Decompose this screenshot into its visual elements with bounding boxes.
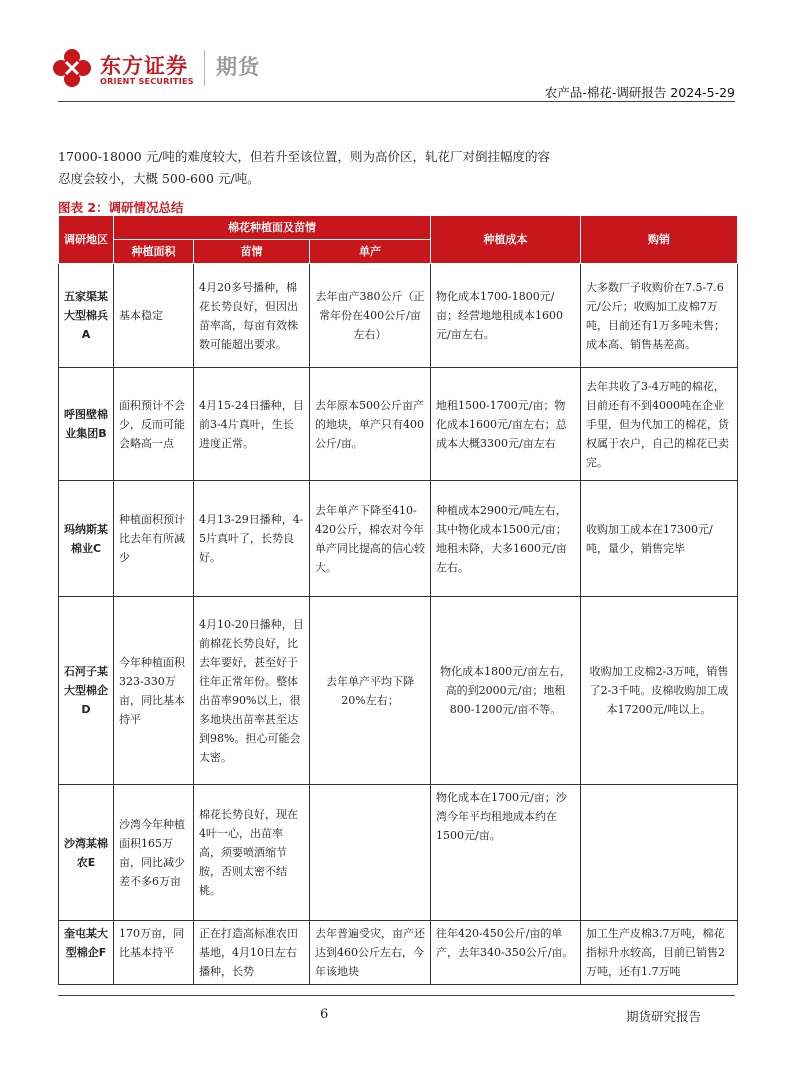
- cell-sales: 收购加工成本在17300元/吨，量少，销售完毕: [581, 481, 738, 597]
- logo-divider: [204, 50, 205, 86]
- cell-area: 沙湾今年种植面积165万亩，同比减少差不多6万亩: [114, 785, 194, 921]
- cell-yield: [310, 785, 431, 921]
- report-category-date: 农产品-棉花-调研报告 2024-5-29: [544, 85, 735, 100]
- cell-seedling: 4月13-29日播种，4-5片真叶了，长势良好。: [194, 481, 310, 597]
- cell-region: 奎屯某大型棉企F: [59, 921, 114, 985]
- cell-sales: 去年共收了3-4万吨的棉花，目前还有不到4000吨在企业手里，但为代加工的棉花，货权属于农户，自己的棉花已卖完。: [581, 368, 738, 481]
- intro-line-1: 17000-18000 元/吨的难度较大，但若升至该位置，则为高价区，轧花厂对倒挂幅度的容: [58, 149, 550, 164]
- cell-cost: 物化成本在1700元/亩；沙湾今年平均租地成本约在1500元/亩。: [431, 785, 581, 921]
- footer-report-type: 期货研究报告: [625, 1009, 701, 1024]
- footer-divider: [58, 995, 735, 996]
- table-row: [59, 481, 738, 597]
- page-number: 6: [320, 1007, 329, 1022]
- cell-sales: 大多数厂子收购价在7.5-7.6元/公斤；收购加工皮棉7万吨，目前还有1万多吨未售；成本高、销售基差高。: [581, 264, 738, 368]
- cell-region: 呼图壁棉业集团B: [59, 368, 114, 481]
- cell-area: 种植面积预计比去年有所减少: [114, 481, 194, 597]
- cell-area: 面积预计不会少，反而可能会略高一点: [114, 368, 194, 481]
- orient-securities-logo-icon: [52, 48, 92, 88]
- logo-futures-label: 期货: [216, 55, 260, 79]
- cell-cost: 物化成本1700-1800元/亩；经营地地租成本1600元/亩左右。: [431, 264, 581, 368]
- cell-yield: 去年普遍受灾，亩产还达到460公斤左右，今年该地块: [310, 921, 431, 985]
- header-divider: [58, 101, 735, 102]
- cell-seedling: 正在打造高标准农田基地，4月10日左右播种，长势: [194, 921, 310, 985]
- cell-yield: 去年亩产380公斤（正常年份在400公斤/亩左右）: [310, 264, 431, 368]
- cell-cost: 种植成本2900元/吨左右，其中物化成本1500元/亩；地租未降，大多1600元/亩左右。: [431, 481, 581, 597]
- cell-seedling: 4月20多号播种，棉花长势良好，但因出苗率高，每亩有效株数可能超出要求。: [194, 264, 310, 368]
- header-sales: 购销: [581, 216, 738, 264]
- cell-region: 玛纳斯某棉业C: [59, 481, 114, 597]
- cell-sales: 加工生产皮棉3.7万吨，棉花指标升水较高，目前已销售2万吨，还有1.7万吨: [581, 921, 738, 985]
- cell-yield: 去年原本500公斤亩产的地块，单产只有400公斤/亩。: [310, 368, 431, 481]
- cell-region: 沙湾某棉农E: [59, 785, 114, 921]
- intro-paragraph: [58, 146, 738, 190]
- cell-seedling: 4月15-24日播种，目前3-4片真叶，生长进度正常。: [194, 368, 310, 481]
- page-header: [0, 0, 793, 110]
- cell-cost: 物化成本1800元/亩左右，高的到2000元/亩；地租800-1200元/亩不等。: [431, 597, 581, 785]
- cell-area: 基本稳定: [114, 264, 194, 368]
- survey-summary-table: [58, 215, 738, 985]
- header-area: 种植面积: [114, 240, 194, 264]
- figure-title: 图表 2：调研情况总结: [58, 200, 184, 215]
- cell-area: 今年种植面积323-330万亩，同比基本持平: [114, 597, 194, 785]
- table-row: [59, 785, 738, 921]
- cell-yield: 去年单产下降至410-420公斤，棉农对今年单产同比提高的信心较大。: [310, 481, 431, 597]
- table-row: [59, 597, 738, 785]
- header-planting-group: 棉花种植面及苗情: [114, 216, 431, 240]
- cell-region: 石河子某大型棉企D: [59, 597, 114, 785]
- cell-sales: 收购加工皮棉2-3万吨，销售了2-3千吨。皮棉收购加工成本17200元/吨以上。: [581, 597, 738, 785]
- cell-cost: 地租1500-1700元/亩；物化成本1600元/亩左右；总成本大概3300元/亩左右: [431, 368, 581, 481]
- cell-seedling: 4月10-20日播种，目前棉花长势良好，比去年要好，甚至好于往年正常年份。整体出苗率90%以上，很多地块出苗率甚至达到98%。担心可能会太密。: [194, 597, 310, 785]
- logo-english-name: ORIENT SECURITIES: [100, 77, 194, 86]
- logo-chinese-name: 东方证券: [100, 54, 188, 78]
- header-cost: 种植成本: [431, 216, 581, 264]
- table-row: [59, 368, 738, 481]
- table-row: [59, 921, 738, 985]
- header-seedling: 苗情: [194, 240, 310, 264]
- cell-seedling: 棉花长势良好，现在4叶一心，出苗率高，须要喷洒缩节胺，否则太密不结桃。: [194, 785, 310, 921]
- cell-sales: [581, 785, 738, 921]
- cell-area: 170万亩，同比基本持平: [114, 921, 194, 985]
- table-row: [59, 264, 738, 368]
- header-yield: 单产: [310, 240, 431, 264]
- table-header-row: [59, 216, 738, 240]
- header-region: 调研地区: [59, 216, 114, 264]
- cell-region: 五家渠某大型棉兵A: [59, 264, 114, 368]
- intro-line-2: 忍度会较小，大概 500-600 元/吨。: [58, 171, 260, 186]
- cell-yield: 去年单产平均下降20%左右；: [310, 597, 431, 785]
- cell-cost: 往年420-450公斤/亩的单产，去年340-350公斤/亩。: [431, 921, 581, 985]
